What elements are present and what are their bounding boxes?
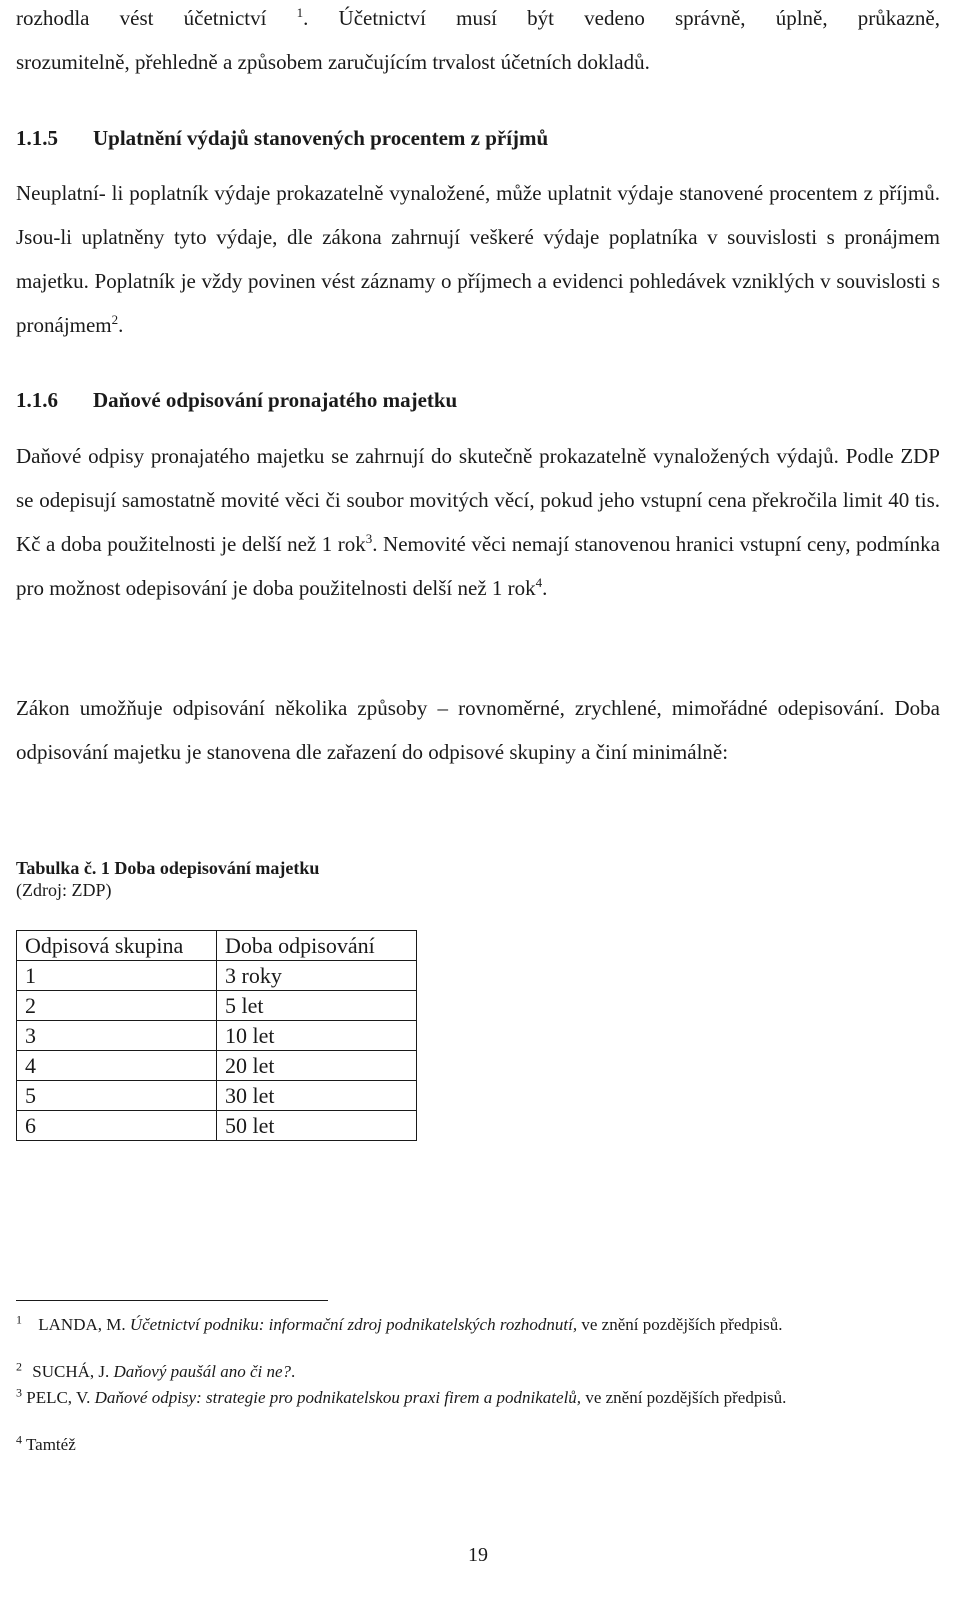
footnote-number: 3	[16, 1385, 22, 1400]
footnote-ref-3[interactable]: 3	[365, 531, 373, 546]
table-caption-title: Tabulka č. 1 Doba odepisování majetku	[16, 858, 320, 878]
table-row	[17, 1111, 417, 1141]
section-title: Uplatnění výdajů stanovených procentem z příjmů	[93, 126, 549, 150]
intro-line-1: rozhodla vést účetnictví $^1$. Účetnictví musí být vedeno správně, úplně, průkazně,	[16, 5, 940, 30]
table-cell: 30 let	[217, 1081, 417, 1111]
table-row	[17, 1081, 417, 1111]
table-cell: 20 let	[217, 1051, 417, 1081]
table-cell: 5 let	[217, 991, 417, 1021]
table-cell: 10 let	[217, 1021, 417, 1051]
footnote-1: $^1$ LANDA, M. Účetnictví podniku: informační zdroj podnikatelských rozhodnutí, ve znění pozdějších předpisů.	[16, 1312, 783, 1334]
table-cell: 3 roky	[217, 961, 417, 991]
footnote-ref-1[interactable]: 1	[296, 5, 304, 20]
page-number: 19	[468, 1544, 488, 1566]
section-1-1-5-body: Neuplatní- li poplatník výdaje prokazatelně vynaložené, může uplatnit výdaje stanovené procentem z příjmů. Jsou-li uplatněny tyto výdaje, dle zákona zahrnují veškeré výdaje poplatníka v souvislosti s pronájmem majetku. Poplatník je vždy povinen vést záznamy o příjmech a evidenci pohledávek vzniklých v souvislosti s pronájmem$^2$.	[16, 181, 940, 337]
footnote-2: $^2$ SUCHÁ, J. Daňový paušál ano či ne?.	[16, 1359, 296, 1381]
table-row	[17, 991, 417, 1021]
intro-paragraph	[16, 0, 940, 84]
footnote-4: $^4$ Tamtéž	[16, 1432, 76, 1454]
section-number: 1.1.5	[16, 126, 58, 150]
depreciation-table	[16, 930, 417, 1141]
footnote-number: 2	[16, 1359, 22, 1374]
section-heading-1-1-6	[16, 388, 940, 412]
footnote-ref-2[interactable]: 2	[111, 312, 119, 327]
section-1-1-6-body: Daňové odpisy pronajatého majetku se zahrnují do skutečně prokazatelně vynaložených výdajů. Podle ZDP se odepisují samostatně movité věci či soubor movitých věcí, pokud jeho vstupní cena překročila limit 40 tis. Kč a doba použitelnosti je delší než 1 rok$^3$. Nemovité věci nemají stanovenou hranici vstupní ceny, podmínka pro možnost odepisování je doba použitelnosti delší než 1 rok$^4$.	[16, 444, 940, 600]
intro-line-2: srozumitelně, přehledně a způsobem zaručujícím trvalost účetních dokladů.	[16, 50, 650, 74]
section-number: 1.1.6	[16, 388, 58, 412]
table-caption	[16, 857, 940, 901]
table-cell: 2	[17, 991, 217, 1021]
footnote-number: 4	[16, 1432, 22, 1447]
section-title: Daňové odpisování pronajatého majetku	[93, 388, 458, 412]
table-cell: 5	[17, 1081, 217, 1111]
footnote-number: 1	[16, 1312, 22, 1327]
footnote-separator	[16, 1300, 328, 1301]
table-header-cell: Doba odpisování	[217, 931, 417, 961]
table-header-cell: Odpisová skupina	[17, 931, 217, 961]
table-row	[17, 1051, 417, 1081]
table-row	[17, 961, 417, 991]
footnote-3: $^3$ PELC, V. Daňové odpisy: strategie pro podnikatelskou praxi firem a podnikatelů, ve znění pozdějších předpisů.	[16, 1385, 787, 1407]
table-cell: 50 let	[217, 1111, 417, 1141]
table-cell: 6	[17, 1111, 217, 1141]
section-heading-1-1-5	[16, 126, 940, 150]
table-caption-source: (Zdroj: ZDP)	[16, 880, 112, 900]
table-row	[17, 1021, 417, 1051]
table-cell: 4	[17, 1051, 217, 1081]
table-header-row	[17, 931, 417, 961]
table-cell: 1	[17, 961, 217, 991]
section-1-1-6-body-2: Zákon umožňuje odpisování několika způsoby – rovnoměrné, zrychlené, mimořádné odepisování. Doba odpisování majetku je stanovena dle zařazení do odpisové skupiny a činí minimálně:	[16, 696, 940, 764]
table-cell: 3	[17, 1021, 217, 1051]
footnote-ref-4[interactable]: 4	[535, 575, 543, 590]
